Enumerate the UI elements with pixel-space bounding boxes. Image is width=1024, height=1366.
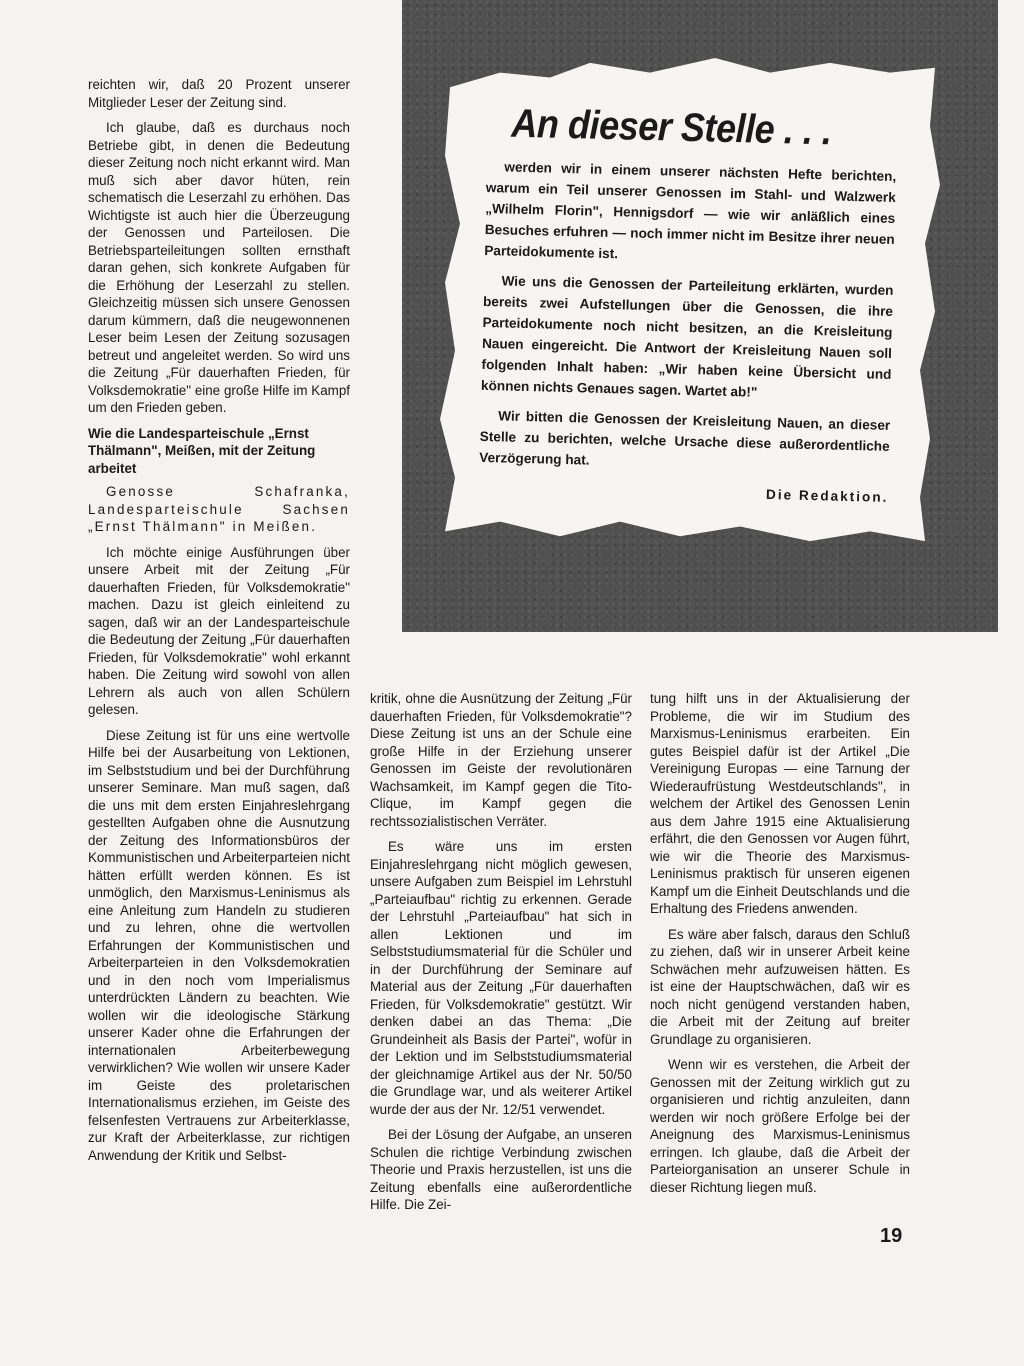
article-column-2 [370, 690, 632, 1222]
paragraph: Es wäre uns im ersten Einjahreslehrgang nicht möglich gewesen, unsere Aufgaben zum Beispiel im Lehrstuhl „Parteiaufbau" richtig zu erkennen. Gerade der Lehrstuhl „Parteiaufbau" hat sich in allen Lektionen und im Selbststudiumsmaterial für die Schüler und in der Durchführung der Seminare auf Material aus der Zeitung „Für dauerhaften Frieden, für Volksdemokratie" gestützt. Wir denken dabei an das Thema: „Die Grundeinheit als Basis der Partei", wofür in der Lektion und im Selbststudiumsmaterial der gleichnamige Artikel aus der Nr. 50/50 die Grundlage war, und als weiterer Artikel wurde der aus der Nr. 12/51 verwendet. [370, 839, 632, 1117]
article-column-3 [650, 690, 910, 1204]
notice-paragraph: werden wir in einem unserer nächsten Hefte berichten, warum ein Teil unserer Genossen im Stahl- und Walzwerk „Wilhelm Florin", Hennigsdorf — wie wir anläßlich eines Besuches erfuhren — noch immer nicht im Besitze ihrer neuen Parteidokumente ist. [484, 159, 897, 262]
paragraph: Diese Zeitung ist für uns eine wertvolle Hilfe bei der Ausarbeitung von Lektionen, im Selbststudium und bei der Durchführung unserer Seminare. Man muß sagen, daß die uns mit dem ersten Einjahreslehrgang gestellten Aufgaben ohne die Ausnutzung der Zeitung des Informationsbüros der Kommunistischen und Arbeiterparteien nicht hätten erfüllt werden können. Es ist unmöglich, den Marxismus-Leninismus als eine Anleitung zum Handeln zu studieren und zu lehren, ohne die wertvollen Erfahrungen der Kommunistischen und Arbeiterparteien in den Volksdemokratien und in den noch vom Imperialismus unterdrückten Ländern zu beachten. Wie wollen wir die ideologische Stärkung unserer Kader ohne die Erfahrungen der internationalen Arbeiterbewegung verwirklichen? Wie wollen wir unsere Kader im Geiste des proletarischen Internationalismus erziehen, im Geiste des felsenfesten Vertrauens zur Arbeiterklasse, zur Kraft der Arbeiterklasse, zur richtigen Anwendung der Kritik und Selbst- [88, 727, 351, 1163]
paragraph: Bei der Lösung der Aufgabe, an unseren Schulen die richtige Verbindung zwischen Theorie und Praxis herzustellen, ist uns die Zeitung ebenfalls eine außerordentliche Hilfe. Die Zei- [370, 1127, 632, 1212]
author-line: Genosse Schafranka, Landesparteischule Sachsen „Ernst Thälmann" in Meißen. [88, 484, 350, 534]
notice-content [478, 100, 898, 517]
paragraph: Ich glaube, daß es durchaus noch Betriebe gibt, in denen die Bedeutung dieser Zeitung noch nicht erkannt wird. Man muß sich aber davor hüten, rein schematisch die Leserzahl zu erhöhen. Das Wichtigste ist auch hier die Überzeugung der Genossen und Parteilosen. Die Betriebsparteileitungen sollten ernsthaft daran gehen, sich konkrete Aufgaben für die Erhöhung der Leserzahl zu stellen. Gleichzeitig müssen sich unsere Genossen darum kümmern, daß die neugewonnenen Leser beim Lesen der Zeitung sozusagen betreut und angeleitet werden. So wird uns die Zeitung „Für dauerhaften Frieden, für Volksdemokratie" eine große Hilfe im Kampf um den Frieden geben. [88, 120, 350, 415]
notice-title: An dieser Stelle . . . [510, 101, 833, 154]
paragraph: reichten wir, daß 20 Prozent unserer Mitglieder Leser der Zeitung sind. [88, 77, 350, 110]
article-column-1 [88, 76, 350, 1172]
paragraph: Es wäre aber falsch, daraus den Schluß zu ziehen, daß wir in unserer Arbeit keine Schwächen mehr aufzuweisen hätten. Es ist eine der Hauptschwächen, daß wir es noch nicht genügend verstanden haben, die Arbeit mit der Zeitung auf breiter Grundlage zu organisieren. [650, 926, 910, 1047]
section-heading: Wie die Landesparteischule „Ernst Thälmann", Meißen, mit der Zeitung arbeitet [88, 425, 316, 476]
paragraph: tung hilft uns in der Aktualisierung der Probleme, die wir im Studium des Marxismus-Leninismus erarbeiten. Ein gutes Beispiel dafür ist der Artikel „Die Vereinigung Europas — eine Tarnung der Wiederaufrüstung Westdeutschlands", in welchem der Artikel des Genossen Lenin aus dem Jahre 1915 eine Aktualisierung erfährt, die den Genossen vor Augen führt, wie wir die Theorie des Marxismus-Leninismus praktisch für unseren eigenen Kampf um die Einheit Deutschlands und die Erhaltung des Friedens anwenden. [650, 691, 910, 916]
paragraph: Wenn wir es verstehen, die Arbeit der Genossen mit der Zeitung wirklich gut zu organisieren und richtig anzuleiten, dann werden wir noch größere Erfolge bei der Aneignung des Marxismus-Leninismus erringen. Ich glaube, daß die Arbeit der Parteiorganisation an unserer Schule in dieser Richtung liegen muß. [650, 1057, 910, 1195]
paragraph: kritik, ohne die Ausnützung der Zeitung „Für dauerhaften Frieden, für Volksdemokratie"? Diese Zeitung ist uns an der Schule eine große Hilfe in der Erziehung unserer Genossen im Geiste der revolutionären Wachsamkeit, im Kampf gegen die Tito-Clique, im Kampf gegen die rechtssozialistischen Verräter. [370, 691, 632, 829]
notice-signature: Die Redaktion. [765, 486, 889, 505]
paragraph: Ich möchte einige Ausführungen über unsere Arbeit mit der Zeitung „Für dauerhaften Frieden, für Volksdemokratie" machen. Dazu ist gleich einleitend zu sagen, daß wir an der Landesparteischule die Bedeutung der Zeitung „Für dauerhaften Frieden, für Volksdemokratie" wohl erkannt haben. Die Zeitung wird sowohl von allen Lehrern als auch von allen Schülern gelesen. [88, 544, 350, 717]
notice-paragraph: Wie uns die Genossen der Parteileitung erklärten, wurden bereits zwei Aufstellungen über die Genossen, die ihre Parteidokumente noch nicht besitzen, an die Kreisleitung Nauen eingereicht. Die Antwort der Kreisleitung Nauen soll folgenden Inhalt haben: „Wir haben keine Übersicht und können nichts Genaues sagen. Wartet ab!" [480, 273, 894, 400]
notice-paragraph: Wir bitten die Genossen der Kreisleitung Nauen, an dieser Stelle zu berichten, welche Ursache diese außerordentliche Verzögerung hat. [479, 408, 891, 468]
page-number: 19 [880, 1225, 903, 1247]
